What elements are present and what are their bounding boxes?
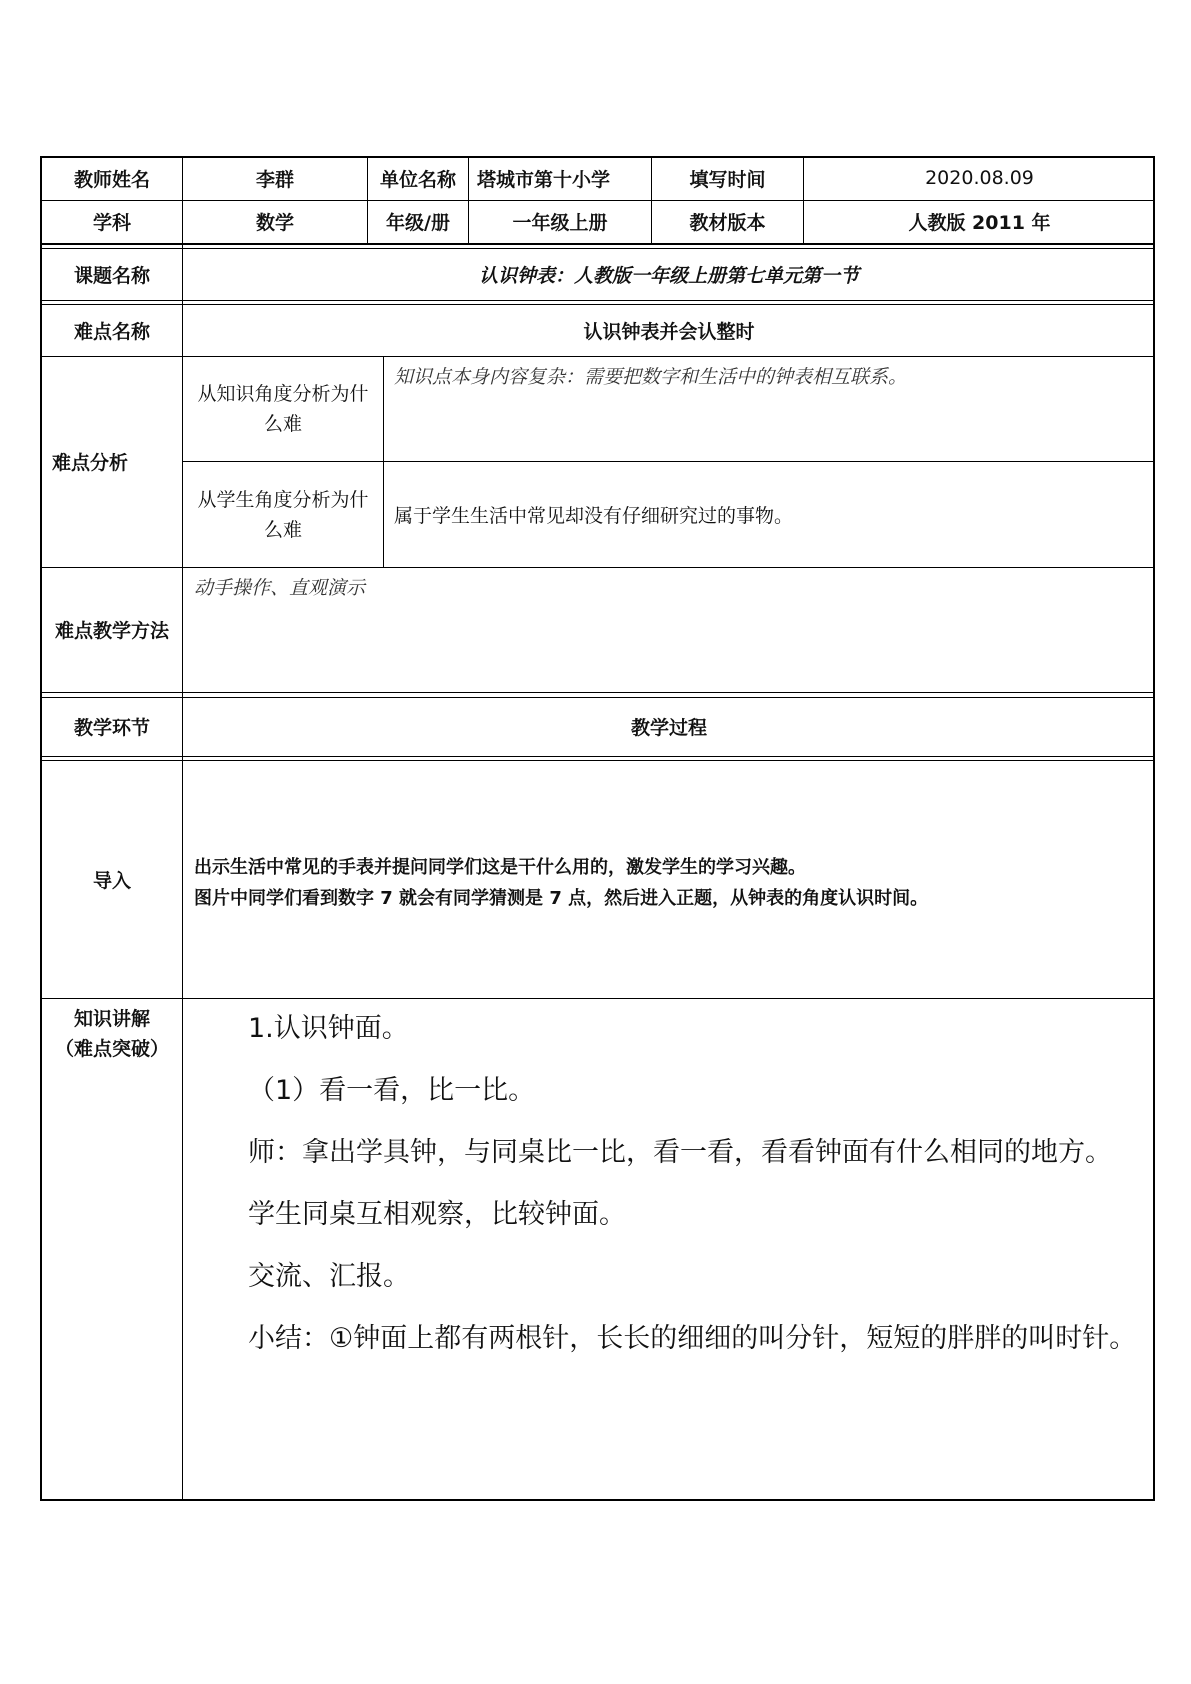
date-value: 2020.08.09 — [925, 167, 1034, 189]
knowledge-paragraph-3: 师：拿出学具钟，与同桌比一比，看一看，看看钟面有什么相同的地方。 — [248, 1137, 1112, 1168]
student-angle-value: 属于学生生活中常见却没有仔细研究过的事物。 — [394, 505, 794, 527]
edition-value: 人教版 2011 年 — [908, 212, 1051, 234]
knowledge-angle-value: 知识点本身内容复杂：需要把数字和生活中的钟表相互联系。 — [394, 366, 908, 388]
knowledge-label — [42, 1004, 182, 1064]
intro-line-1: 出示生活中常见的手表并提问同学们这是干什么用的，激发学生的学习兴趣。 — [194, 857, 806, 878]
grade-label: 年级/册 — [386, 212, 450, 234]
lesson-plan-table — [40, 156, 1155, 1501]
topic-row — [40, 243, 1155, 300]
subject-label: 学科 — [92, 212, 131, 234]
date-label: 填写时间 — [689, 168, 766, 191]
topic-label: 课题名称 — [73, 264, 150, 287]
teaching-process-label: 教学过程 — [630, 717, 707, 739]
knowledge-paragraph-4: 学生同桌互相观察，比较钟面。 — [248, 1199, 626, 1230]
process-header-row — [40, 692, 1155, 756]
knowledge-angle-label: 从知识角度分析为什么难 — [197, 382, 369, 435]
intro-row — [40, 756, 1155, 998]
difficulty-row — [40, 300, 1155, 356]
method-value: 动手操作、直观演示 — [194, 577, 366, 599]
knowledge-paragraph-5: 交流、汇报。 — [248, 1261, 410, 1292]
difficulty-label: 难点名称 — [73, 320, 150, 343]
knowledge-paragraph-2: （1）看一看，比一比。 — [248, 1075, 536, 1106]
intro-line-2: 图片中同学们看到数字 7 就会有同学猜测是 7 点，然后进入正题，从钟表的角度认识时间。 — [194, 888, 929, 909]
header-row-2 — [40, 200, 1155, 243]
intro-label: 导入 — [92, 869, 131, 892]
knowledge-paragraph-1: 1.认识钟面。 — [248, 1013, 409, 1044]
method-label: 难点教学方法 — [54, 620, 169, 642]
grade-value: 一年级上册 — [512, 212, 608, 234]
knowledge-content — [192, 998, 1147, 1370]
analysis-label: 难点分析 — [52, 452, 129, 474]
analysis-row — [40, 356, 1155, 567]
teacher-name-value: 李群 — [255, 168, 294, 191]
unit-name-value: 塔城市第十小学 — [477, 168, 611, 191]
student-angle-label: 从学生角度分析为什么难 — [197, 488, 369, 541]
header-row-1 — [40, 156, 1155, 200]
method-row — [40, 567, 1155, 692]
difficulty-value: 认识钟表并会认整时 — [583, 320, 755, 343]
knowledge-label-line-1: 知识讲解 — [73, 1008, 150, 1030]
topic-value: 认识钟表：人教版一年级上册第七单元第一节 — [478, 264, 859, 287]
teacher-name-label: 教师姓名 — [73, 168, 150, 191]
unit-name-label: 单位名称 — [379, 168, 456, 191]
intro-content — [194, 852, 1144, 914]
knowledge-label-line-2: （难点突破） — [54, 1038, 169, 1060]
knowledge-paragraph-6: 小结：①钟面上都有两根针，长长的细细的叫分针，短短的胖胖的叫时针。 — [248, 1323, 1137, 1354]
edition-label: 教材版本 — [689, 212, 766, 234]
subject-value: 数学 — [255, 212, 294, 234]
knowledge-row — [40, 998, 1155, 1501]
teaching-stage-label: 教学环节 — [73, 717, 150, 739]
